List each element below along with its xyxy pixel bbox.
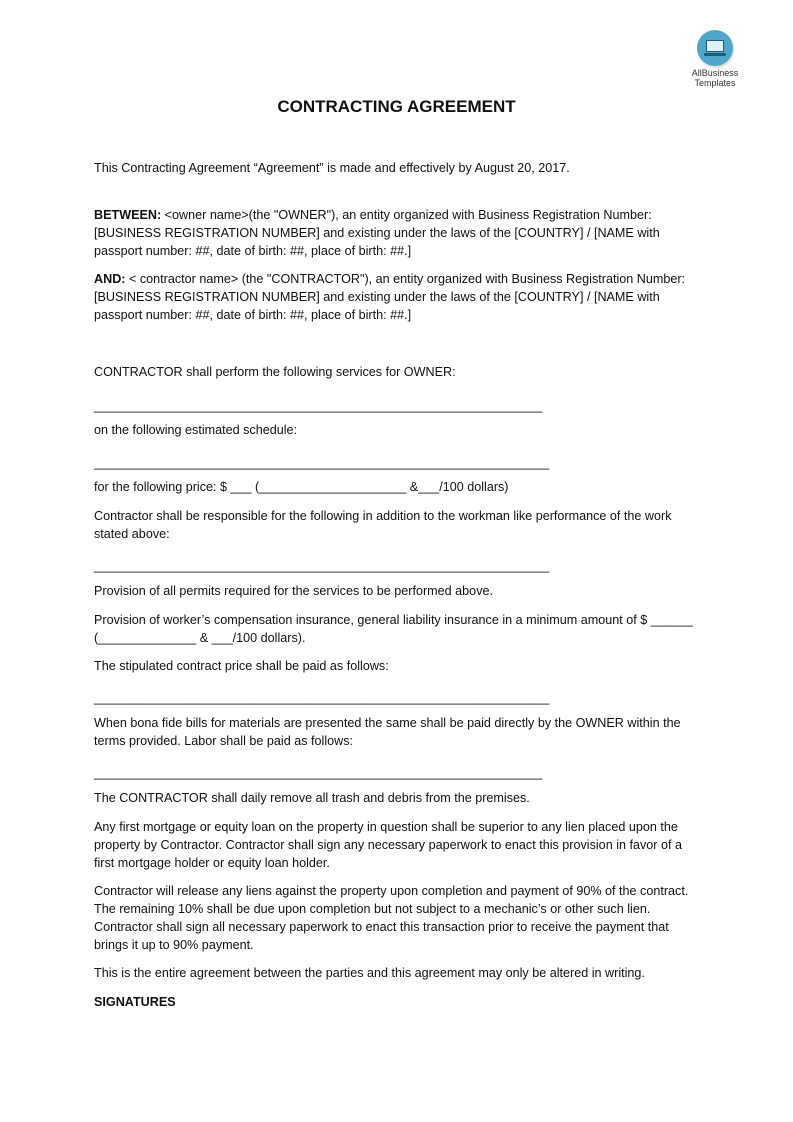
- logo-text-line1: AllBusiness: [691, 68, 739, 78]
- services-blank-line: ________________________________________________________________: [94, 399, 543, 413]
- responsibility-blank-line: _________________________________________________________________: [94, 559, 550, 573]
- schedule-blank-line: _________________________________________________________________: [94, 456, 550, 470]
- and-paragraph: [94, 270, 704, 324]
- payment-blank-line: _________________________________________________________________: [94, 691, 550, 705]
- between-label: BETWEEN:: [94, 208, 162, 222]
- liens-paragraph: Contractor will release any liens against the property upon completion and payment of 90% of the contract. The remaining 10% shall be due upon completion but not subject to a mechanic’s or other such lien. Contractor shall sign all necessary paperwork to enact this transaction prior to receive the payment that brings it up to 90% payment.: [94, 884, 689, 952]
- logo-text-line2: Templates: [694, 78, 736, 88]
- services-intro: CONTRACTOR shall perform the following services for OWNER:: [94, 365, 456, 379]
- and-label: AND:: [94, 272, 126, 286]
- labor-blank-line: ________________________________________________________________: [94, 766, 543, 780]
- and-text: < contractor name> (the "CONTRACTOR"), an entity organized with Business Registration Number: [BUSINESS REGISTRATION NUMBER] and existing under the laws of the [COUNTRY] / [NAME with passport number: ##, date of birth: ##, place of birth: ##.]: [94, 272, 686, 322]
- trash-paragraph: The CONTRACTOR shall daily remove all trash and debris from the premises.: [94, 791, 530, 805]
- between-text: <owner name>(the "OWNER"), an entity organized with Business Registration Number: [BUSINESS REGISTRATION NUMBER] and existing under the laws of the [COUNTRY] / [NAME with passport number: ##, date of birth: ##, place of birth: ##.]: [94, 208, 660, 258]
- signatures-heading: SIGNATURES: [94, 995, 176, 1009]
- responsibility-paragraph: Contractor shall be responsible for the following in addition to the workman like performance of the work stated above:: [94, 509, 672, 541]
- laptop-icon: [697, 30, 733, 66]
- page-title: CONTRACTING AGREEMENT: [277, 97, 516, 116]
- between-paragraph: [94, 206, 704, 260]
- payment-intro: The stipulated contract price shall be paid as follows:: [94, 659, 389, 673]
- permits-paragraph: Provision of all permits required for the services to be performed above.: [94, 584, 493, 598]
- schedule-paragraph: on the following estimated schedule:: [94, 423, 298, 437]
- bills-paragraph: When bona fide bills for materials are presented the same shall be paid directly by the OWNER within the terms provided. Labor shall be paid as follows:: [94, 716, 681, 748]
- mortgage-paragraph: Any first mortgage or equity loan on the property in question shall be superior to any lien placed upon the property by Contractor. Contractor shall sign any necessary paperwork to enact this provision in favor of a first mortgage holder or equity loan holder.: [94, 820, 682, 870]
- brand-logo: [680, 30, 750, 88]
- entire-agreement-paragraph: This is the entire agreement between the parties and this agreement may only be altered in writing.: [94, 966, 645, 980]
- insurance-paragraph: Provision of worker’s compensation insurance, general liability insurance in a minimum amount of $ ______ (______________ & ___/100 dollars).: [94, 613, 693, 645]
- price-paragraph: for the following price: $ ___ (_____________________ &___/100 dollars): [94, 480, 509, 494]
- intro-paragraph: This Contracting Agreement “Agreement” is made and effectively by August 20, 2017.: [94, 161, 570, 175]
